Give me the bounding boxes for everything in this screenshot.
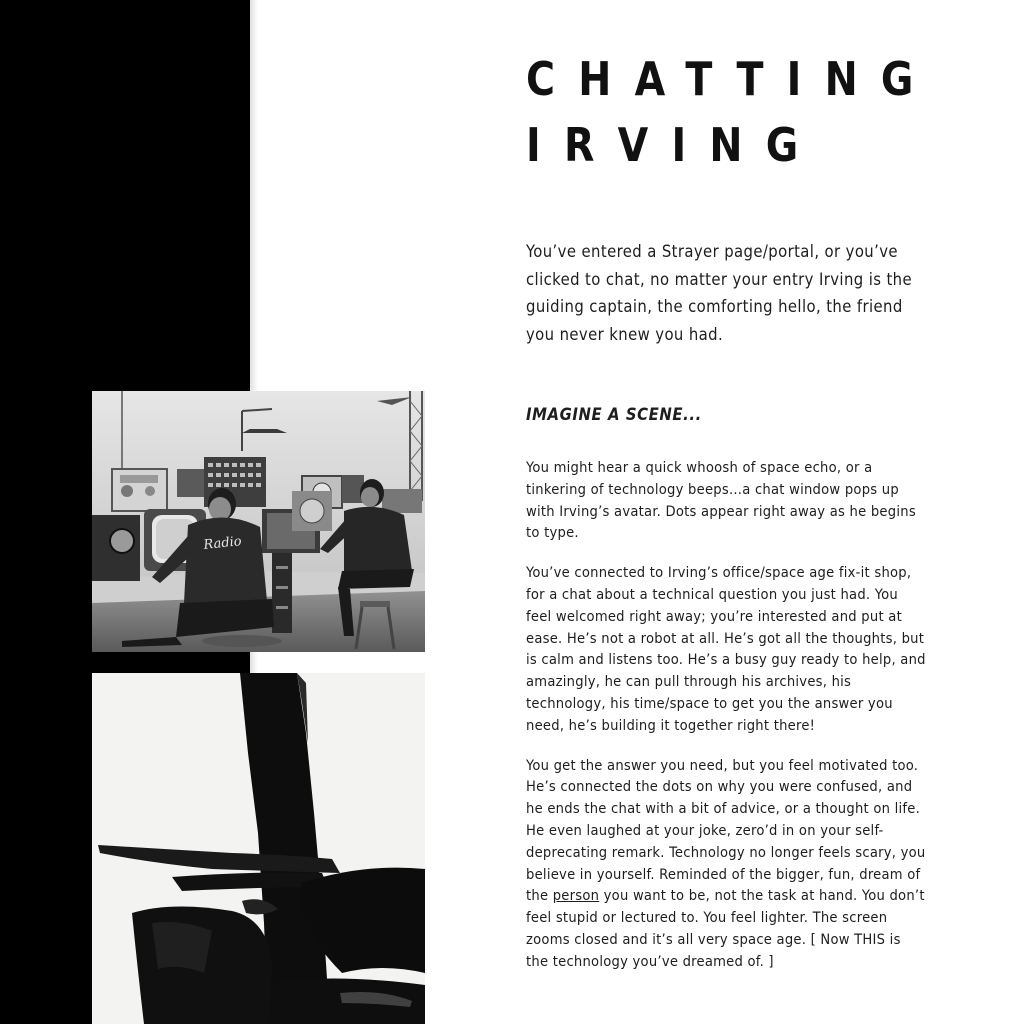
page-title xyxy=(526,46,937,178)
body-paragraph-2: You’ve connected to Irving’s office/space age fix-it shop, for a chat about a technical question you just had. You feel welcomed right away; you’re interested and put at ease. He’s not a robot at all. He’s got all the thoughts, but is calm and listens too. He’s a busy guy ready to help, and amazingly, he can pull through his archives, his technology, his time/space to get you the answer you need, he’s building it together right there! xyxy=(526,564,926,734)
abstract-ink-brushstroke-image xyxy=(92,673,425,1024)
body-text xyxy=(526,457,926,991)
title-line-2: IRVING xyxy=(526,118,822,172)
person-link[interactable]: person xyxy=(552,887,600,905)
shirt-lettering: Radio xyxy=(202,534,243,553)
intro-paragraph: You’ve entered a Strayer page/portal, or you’ve clicked to chat, no matter your entry Irving is the guiding captain, the comforting hello, the friend you never knew you had. xyxy=(526,242,913,344)
paragraph-3-start: You get the answer you need, but you feel motivated too. He’s connected the dots on why you were confused, and he ends the chat with a bit of advice, or a thought on life. He even laughed at your joke, zero’d in on your self-deprecating remark. Technology no longer feels scary, you believe in yourself. Reminded of the bigger, fun, dream of the xyxy=(526,756,926,905)
paragraph-3-end: you want to be, not the task at hand. You don’t feel stupid or lectured to. You feel lighter. The screen zooms closed and it’s all very space age. [ Now THIS is the technology you’ve dreamed of. ] xyxy=(526,887,925,970)
body-paragraph-1: You might hear a quick whoosh of space echo, or a tinkering of technology beeps...a chat window pops up with Irving’s avatar. Dots appear right away as he begins to type. xyxy=(526,459,916,542)
section-subheading: IMAGINE A SCENE... xyxy=(526,405,702,424)
title-line-1: CHATTING xyxy=(526,52,937,106)
body-paragraph-3 xyxy=(526,755,926,973)
vintage-radio-repair-photo xyxy=(92,391,425,652)
